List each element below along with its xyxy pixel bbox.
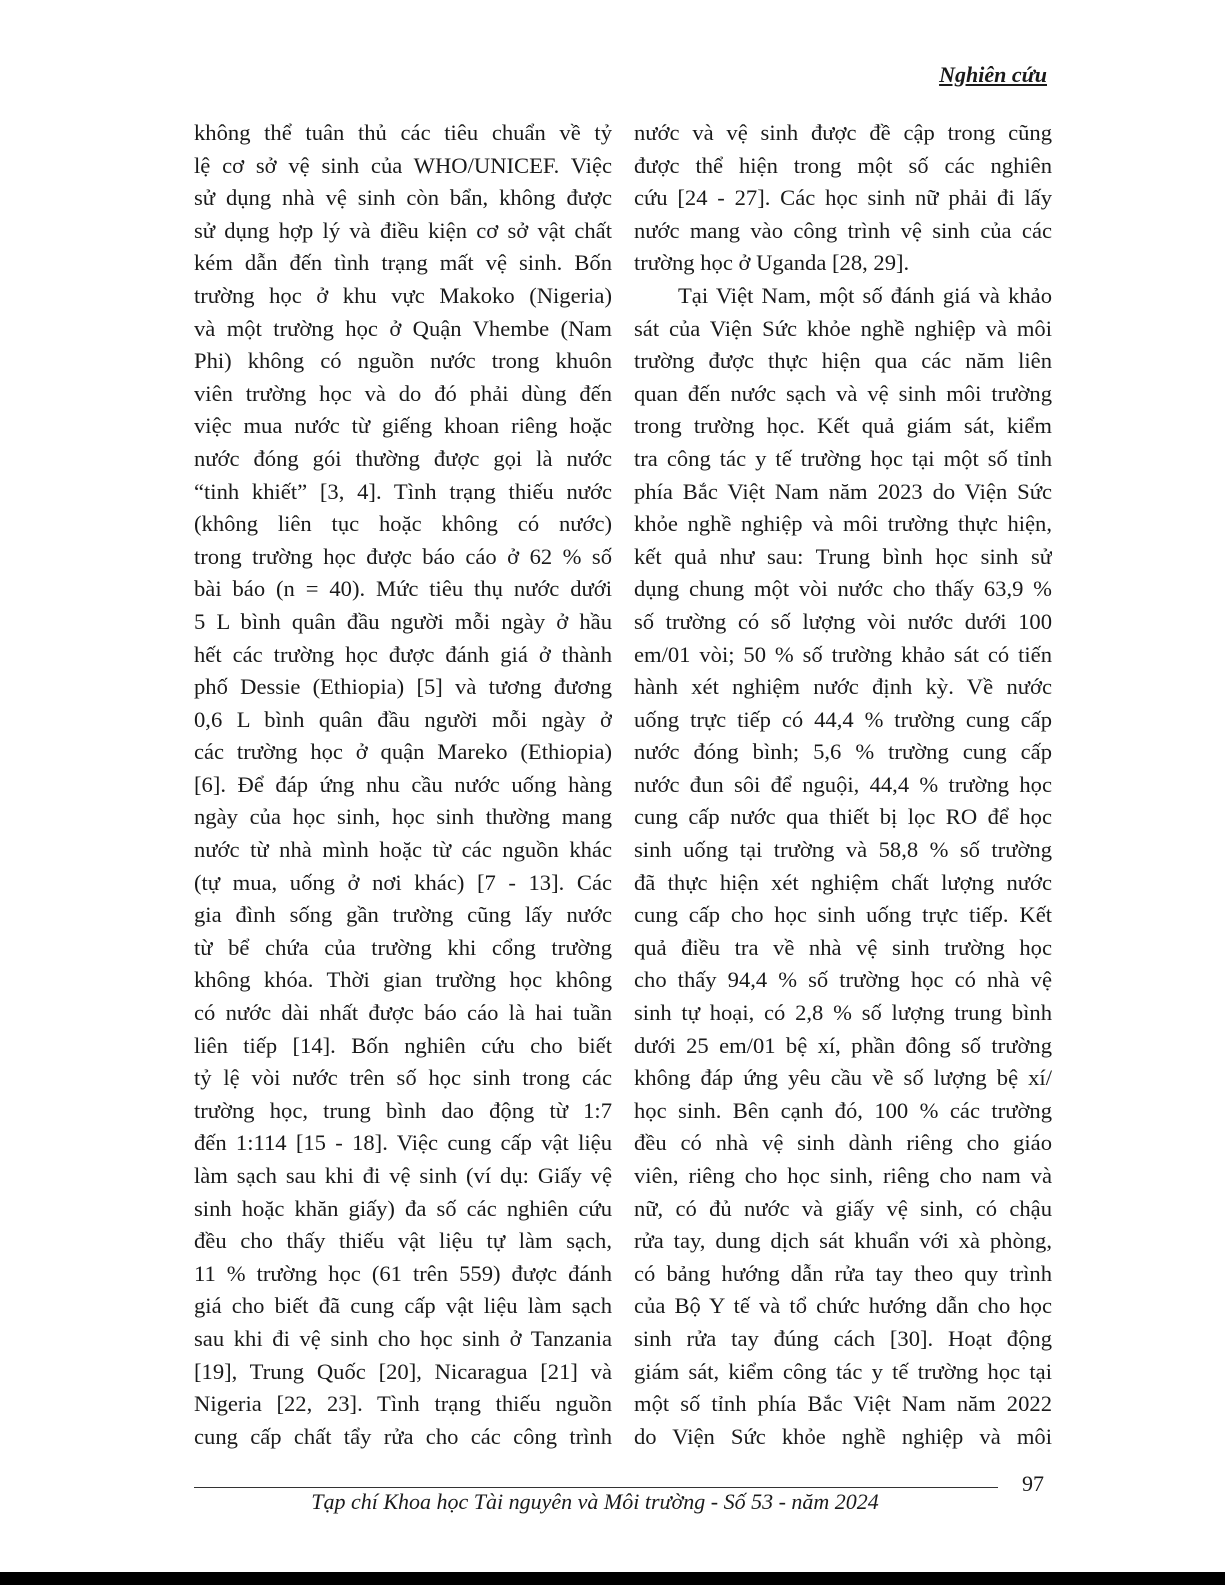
text-line: phía Bắc Việt Nam năm 2023 do Viện Sức (634, 478, 1052, 504)
text-line: liên tiếp [14]. Bốn nghiên cứu cho biết (194, 1032, 612, 1058)
text-line: cứu [24 - 27]. Các học sinh nữ phải đi lấy (634, 185, 1052, 211)
text-line: nước đun sôi để nguội, 44,4 % trường học (634, 771, 1052, 797)
text-line: nước đóng bình; 5,6 % trường cung cấp (634, 739, 1052, 765)
text-line: cho thấy 94,4 % số trường học có nhà vệ (634, 967, 1052, 993)
text-line: giá cho biết đã cung cấp vật liệu làm sạch (194, 1293, 612, 1319)
text-line: của Bộ Y tế và tổ chức hướng dẫn cho học (634, 1293, 1052, 1319)
text-line: [19], Trung Quốc [20], Nicaragua [21] và (194, 1358, 612, 1384)
text-line: và một trường học ở Quận Vhembe (Nam (194, 315, 612, 341)
page-number: 97 (1022, 1471, 1044, 1496)
paragraph-start-line: Tại Việt Nam, một số đánh giá và khảo (678, 282, 1052, 308)
text-line: đến 1:114 [15 - 18]. Việc cung cấp vật liệu (194, 1130, 612, 1156)
text-line: kết quả như sau: Trung bình học sinh sử (634, 543, 1052, 569)
text-line: học sinh. Bên cạnh đó, 100 % các trường (634, 1097, 1052, 1123)
text-line: em/01 vòi; 50 % số trường khảo sát có tiến (634, 641, 1052, 667)
text-line: nước và vệ sinh được đề cập trong cũng (634, 120, 1052, 145)
text-line: đều có nhà vệ sinh dành riêng cho giáo (634, 1130, 1052, 1156)
text-line: nước từ nhà mình hoặc từ các nguồn khác (194, 837, 612, 863)
text-line: “tinh khiết” [3, 4]. Tình trạng thiếu nước (194, 478, 612, 504)
text-line: trường học, trung bình dao động từ 1:7 (194, 1097, 612, 1123)
text-line: nước mang vào công trình vệ sinh của các (634, 217, 1052, 243)
text-line: dưới 25 em/01 bệ xí, phần đông số trường (634, 1032, 1052, 1058)
text-line: có nước dài nhất được báo cáo là hai tuần (194, 1000, 612, 1026)
text-line: trường học ở Uganda [28, 29]. (634, 250, 910, 276)
text-line: hành xét nghiệm nước định kỳ. Về nước (634, 674, 1052, 700)
text-line: sát của Viện Sức khỏe nghề nghiệp và môi (634, 315, 1052, 341)
text-line: sinh uống tại trường và 58,8 % số trường (634, 837, 1052, 863)
text-line: không đáp ứng yêu cầu về số lượng bệ xí/ (634, 1065, 1052, 1091)
text-line: gia đình sống gần trường cũng lấy nước (194, 902, 612, 928)
text-line: có bảng hướng dẫn rửa tay theo quy trình (634, 1260, 1052, 1286)
text-line: uống trực tiếp có 44,4 % trường cung cấp (634, 706, 1052, 732)
section-label: Nghiên cứu (939, 62, 1047, 87)
text-line: lệ cơ sở vệ sinh của WHO/UNICEF. Việc (194, 152, 612, 178)
text-line: cung cấp chất tẩy rửa cho các công trình (194, 1423, 612, 1449)
journal-title: Tạp chí Khoa học Tài nguyên và Môi trường - Số 53 - năm 2024 (311, 1489, 879, 1514)
text-line: số trường có số lượng vòi nước dưới 100 (634, 608, 1052, 634)
text-line: nữ, có đủ nước và giấy vệ sinh, có chậu (634, 1195, 1052, 1221)
text-line: (tự mua, uống ở nơi khác) [7 - 13]. Các (194, 869, 612, 895)
text-line: trường được thực hiện qua các năm liên (634, 348, 1052, 374)
right-column (634, 117, 1052, 1453)
text-line: viên trường học và do đó phải dùng đến (194, 380, 612, 406)
footer-divider (194, 1487, 998, 1488)
text-line: quan đến nước sạch và vệ sinh môi trường (634, 380, 1052, 406)
text-line: do Viện Sức khỏe nghề nghiệp và môi (634, 1423, 1052, 1449)
text-line: tra công tác y tế trường học tại một số tỉnh (634, 445, 1052, 471)
text-line: cung cấp cho học sinh uống trực tiếp. Kết (634, 902, 1052, 928)
text-line: cung cấp nước qua thiết bị lọc RO để học (634, 804, 1052, 830)
left-column (194, 117, 612, 1453)
text-line: 0,6 L bình quân đầu người mỗi ngày ở (194, 706, 612, 732)
text-line: làm sạch sau khi đi vệ sinh (ví dụ: Giấy vệ (194, 1163, 612, 1188)
text-line: phố Dessie (Ethiopia) [5] và tương đương (194, 674, 612, 700)
text-line: sau khi đi vệ sinh cho học sinh ở Tanzania (194, 1325, 612, 1351)
text-line: sinh rửa tay đúng cách [30]. Hoạt động (634, 1325, 1052, 1351)
text-line: nước đóng gói thường được gọi là nước (194, 445, 612, 471)
text-line: giám sát, kiểm công tác y tế trường học tại (634, 1358, 1052, 1384)
text-line: tỷ lệ vòi nước trên số học sinh trong các (194, 1065, 612, 1091)
text-line: đều cho thấy thiếu vật liệu tự làm sạch, (194, 1228, 612, 1254)
text-line: dụng chung một vòi nước cho thấy 63,9 % (634, 576, 1052, 602)
text-line: [6]. Để đáp ứng nhu cầu nước uống hàng (194, 771, 612, 797)
text-line: các trường học ở quận Mareko (Ethiopia) (194, 739, 612, 765)
text-line: khỏe nghề nghiệp và môi trường thực hiện, (634, 511, 1052, 537)
text-line: Nigeria [22, 23]. Tình trạng thiếu nguồn (194, 1391, 612, 1417)
text-line: sinh hoặc khăn giấy) đa số các nghiên cứu (194, 1195, 612, 1221)
text-line: viên, riêng cho học sinh, riêng cho nam và (634, 1163, 1052, 1188)
text-line: Phi) không có nguồn nước trong khuôn (194, 348, 612, 374)
text-line: rửa tay, dung dịch sát khuẩn với xà phòng, (634, 1228, 1052, 1254)
text-line: trong trường học được báo cáo ở 62 % số (194, 543, 612, 569)
text-line: được thể hiện trong một số các nghiên (634, 152, 1052, 178)
text-line: 11 % trường học (61 trên 559) được đánh (194, 1260, 612, 1286)
bottom-border (0, 1572, 1225, 1585)
text-line: quả điều tra về nhà vệ sinh trường học (634, 934, 1052, 960)
text-line: hết các trường học được đánh giá ở thành (194, 641, 612, 667)
text-line: việc mua nước từ giếng khoan riêng hoặc (194, 413, 612, 439)
text-line: kém dẫn đến tình trạng mất vệ sinh. Bốn (194, 250, 612, 276)
text-line: từ bể chứa của trường khi cổng trường (194, 934, 612, 960)
text-line: 5 L bình quân đầu người mỗi ngày ở hầu (194, 608, 612, 634)
text-line: (không liên tục hoặc không có nước) (194, 511, 612, 537)
text-line: trường học ở khu vực Makoko (Nigeria) (194, 282, 612, 308)
text-line: không thể tuân thủ các tiêu chuẩn về tỷ (194, 120, 612, 145)
text-line: bài báo (n = 40). Mức tiêu thụ nước dưới (194, 576, 612, 602)
text-line: không khóa. Thời gian trường học không (194, 967, 612, 993)
text-line: đã thực hiện xét nghiệm chất lượng nước (634, 869, 1052, 895)
text-line: một số tỉnh phía Bắc Việt Nam năm 2022 (634, 1391, 1052, 1417)
text-line: sử dụng hợp lý và điều kiện cơ sở vật chất (194, 217, 612, 243)
text-line: ngày của học sinh, học sinh thường mang (194, 804, 612, 830)
text-line: sử dụng nhà vệ sinh còn bẩn, không được (194, 185, 612, 211)
text-line: trong trường học. Kết quả giám sát, kiểm (634, 413, 1052, 439)
text-line: sinh tự hoại, có 2,8 % số lượng trung bình (634, 1000, 1052, 1026)
